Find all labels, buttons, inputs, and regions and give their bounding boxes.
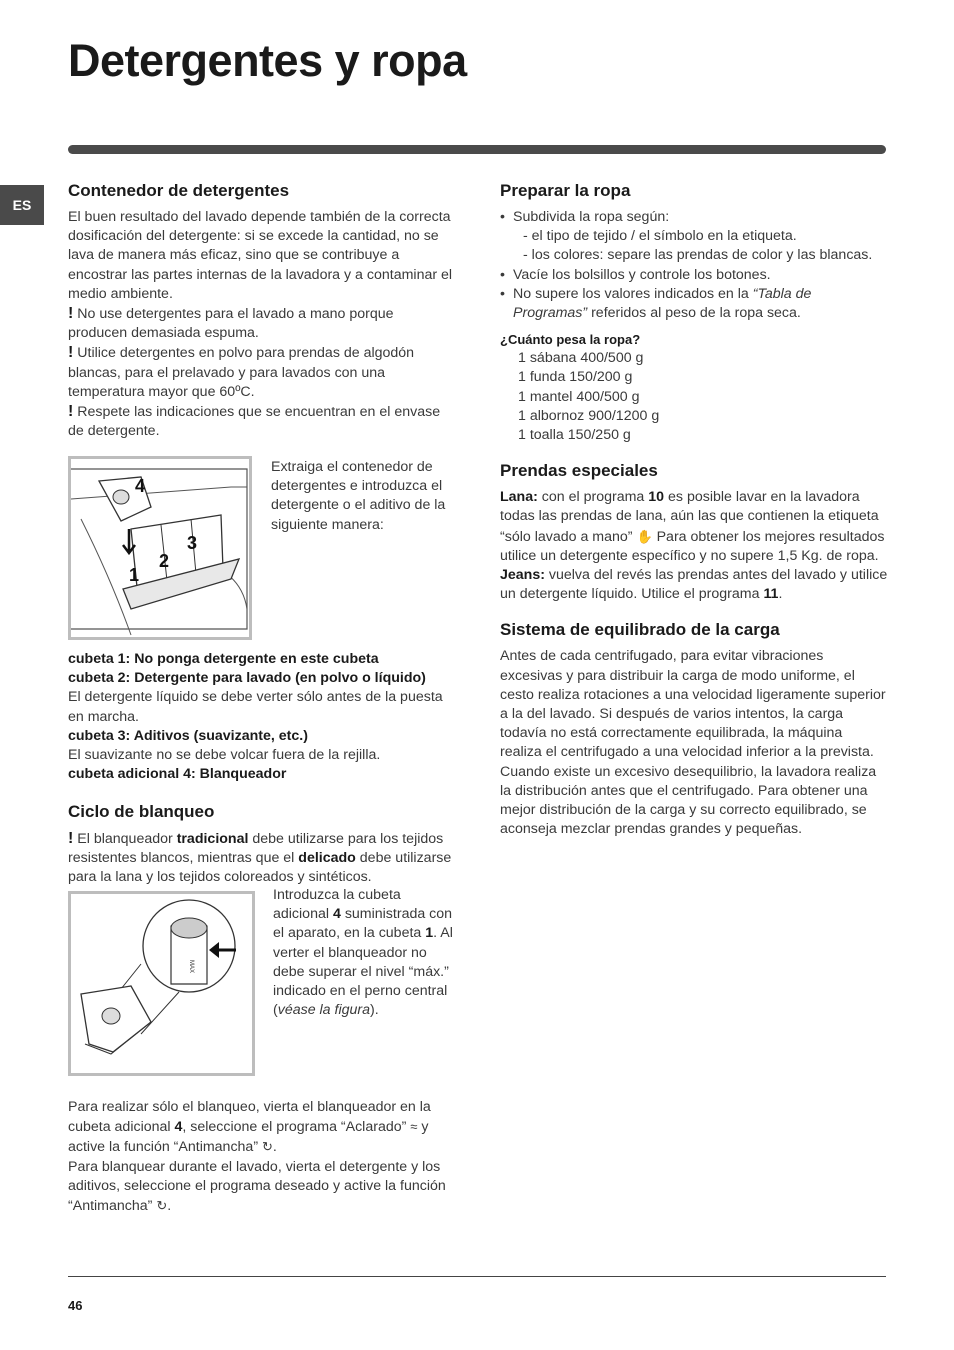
exclamation-icon: ! [68,344,74,362]
list-item: • No supere los valores indicados en la “Tabla de Programas” referidos al peso de la ropa seca. [500,285,888,323]
drawer-label-2: 2 [159,551,170,571]
cubeta-2-note: El detergente líquido se debe verter sólo antes de la puesta en marcha. [68,689,443,725]
cubeta-4: cubeta adicional 4: Blanqueador [68,766,287,783]
drawer-illustration [71,459,249,637]
section-heading-balance: Sistema de equilibrado de la carga [500,620,780,640]
drawer-label-3: 3 [187,533,198,553]
cubeta-3-note: El suavizante no se debe volcar fuera de la rejilla. [68,747,381,764]
section-heading-container: Contenedor de detergentes [68,181,290,200]
anti-stain-icon: ↻ [262,1139,273,1155]
rinse-program-icon: ≈ [410,1119,418,1135]
section-heading-prepare: Preparar la ropa [500,181,631,200]
exclamation-icon: ! [68,830,74,847]
language-tab: ES [0,185,44,225]
left-column [68,181,456,441]
right-column [500,181,888,839]
list-item: 1 sábana 400/500 g [518,350,644,367]
warning-item: ! Respete las indicaciones que se encuentran en el envase de detergente. [68,403,441,440]
detergent-drawer-figure [68,456,252,640]
hand-wash-icon: ✋ [636,528,653,544]
page-title: Detergentes y ropa [68,35,467,86]
anti-stain-icon: ↻ [156,1198,168,1214]
list-item: • Vacíe los bolsillos y controle los botones. [500,266,888,285]
bleach-instructions: Para realizar sólo el blanqueo, vierta el blanqueador en la cubeta adicional 4, seleccione el programa “Aclarado” ≈ y active la función “Antimancha” ↻. Para blanquear durante el lavado, vierta el detergente y los aditivos, seleccione el programa deseado y active la función “Antimancha” ↻. [68,1099,446,1215]
footer-divider [68,1276,886,1277]
list-item: 1 mantel 400/500 g [518,388,640,405]
list-item: 1 funda 150/200 g [518,369,633,386]
bleach-figure-caption: Introduzca la cubeta adicional 4 suministrada con el aparato, en la cubeta 1. Al verter el blanqueador no debe superar el nivel “máx.” indicado en el perno central (véase la figura). [273,887,453,1019]
jeans-paragraph: Jeans: vuelva del revés las prendas antes del lavado y utilice un detergente líquido. Utilice el programa 11. [500,567,888,603]
exclamation-icon: ! [68,403,74,421]
section-heading-special: Prendas especiales [500,461,658,481]
warning-item: ! Utilice detergentes en polvo para prendas de algodón blancas, para el prelavado y para lavados con una temperatura mayor que 60ºC. [68,344,415,400]
balance-paragraph: Antes de cada centrifugado, para evitar vibraciones excesivas y para distribuir la carga de modo uniforme, el cesto realiza rotaciones a una velocidad ligeramente superior a la del lavado. Si después de varios intentos, la carga todavía no está correctamente equilibrada, la máquina realiza el centrifugado a una velocidad inferior a la prevista. Cuando existe un excesivo desequilibrio, la lavadora realiza la distribución antes que el centrifugado. Para obtener una mejor distribución de la carga y su correcto equilibrado, se aconseja mezclar prendas grandes y pequeñas. [500,648,886,838]
bleach-cup-figure [68,891,255,1076]
bleach-section [68,802,456,888]
bleach-warning: ! El blanqueador tradicional debe utilizarse para los tejidos resistentes blancos, mientras que el delicado debe utilizarse para la lana y los tejidos coloreados y sintéticos. [68,830,452,886]
bleach-cup-illustration [71,894,252,1073]
weight-list [500,349,888,445]
cubeta-2: cubeta 2: Detergente para lavado (en polvo o líquido) [68,670,426,687]
warning-item: ! No use detergentes para el lavado a mano porque producen demasiada espuma. [68,305,394,342]
list-item: • Subdivida la ropa según: - el tipo de tejido / el símbolo en la etiqueta. - los colores: separe las prendas de color y las blancas. [500,208,888,266]
page-number: 46 [68,1298,83,1313]
drawer-label-4: 4 [135,476,146,496]
wool-paragraph: Lana: con el programa 10 es posible lavar en la lavadora todas las prendas de lana, aún las que contienen la etiqueta “sólo lavado a mano” ✋ Para obtener los mejores resultados utilice un detergente específico y no supere 1,5 Kg. de ropa. [500,489,885,564]
prepare-list [500,208,888,323]
cubeta-3: cubeta 3: Aditivos (suavizante, etc.) [68,727,308,744]
cubeta-1: cubeta 1: No ponga detergente en este cubeta [68,651,379,667]
list-item: 1 toalla 150/250 g [518,427,631,444]
cubeta-list [68,650,456,784]
weight-heading: ¿Cuánto pesa la ropa? [500,332,641,348]
title-divider [68,145,886,154]
container-intro: El buen resultado del lavado depende también de la correcta dosificación del detergente: si se excede la cantidad, no se lava de manera más eficaz, sino que se contribuye a encostrar las partes internas de la lavadora y a contaminar el medio ambiente. [68,209,453,302]
exclamation-icon: ! [68,305,74,323]
drawer-label-1: 1 [129,565,140,585]
max-level-label: MAX [188,960,194,974]
drawer-figure-caption: Extraiga el contenedor de detergentes e introduzca el detergente o el aditivo de la siguiente manera: [271,459,446,533]
list-item: 1 albornoz 900/1200 g [518,407,660,424]
section-heading-bleach: Ciclo de blanqueo [68,802,215,821]
